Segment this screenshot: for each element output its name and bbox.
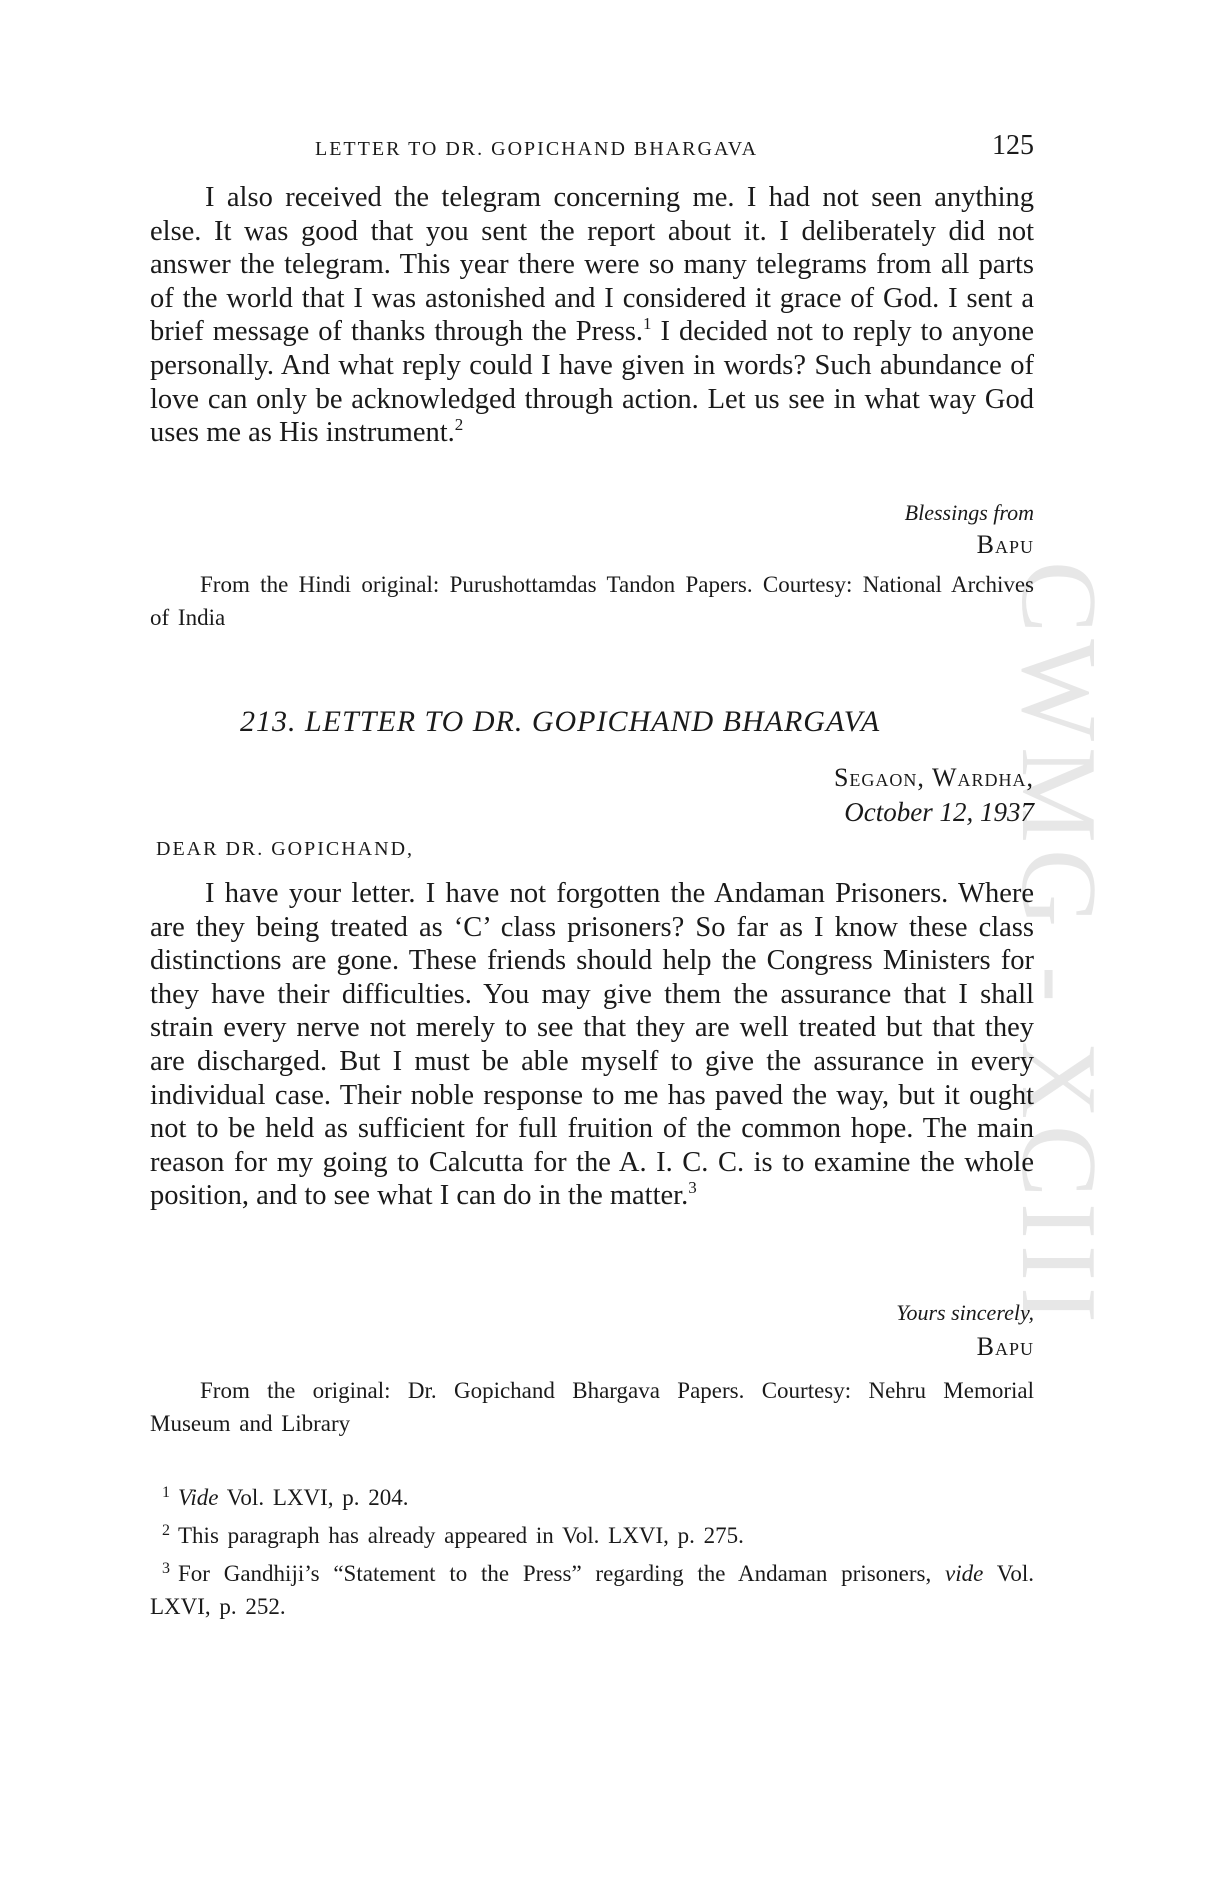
letter1-closing: Blessings from (904, 500, 1034, 525)
footnote-ref-1: 1 (643, 314, 652, 334)
footnote-1-text: Vol. LXVI, p. 204. (218, 1485, 409, 1510)
footnote-ref-2: 2 (454, 415, 464, 435)
letter1-body-text-1: I also received the telegram concerning me. I had not seen anything else. It was good that you sent the report about it. I deliberately did not answer the telegram. This year there were so many telegrams from all parts of the world that I was astonished and I considered it grace of God. I sent a brief message of thanks through the Press. (150, 182, 1034, 348)
footnote-ref-3: 3 (688, 1178, 697, 1198)
letter2-body-text: I have your letter. I have not forgotten the Andaman Prisoners. Where are they being treated as ‘C’ class prisoners? So far as I know these class distinctions are gone. These friends should help the Congress Ministers for they have their difficulties. You may give them the assurance that I shall strain every nerve not merely to see that they are well treated but that they are discharged. But I must be able myself to give the assurance in every individual case. Their noble response to me has paved the way, but it ought not to be held as sufficient for full fruition of the common hope. The main reason for my going to Calcutta for the A. I. C. C. is to examine the whole position, and to see what I can do in the matter. (150, 878, 1034, 1212)
document-page (150, 0, 1034, 1890)
running-head-title: LETTER TO DR. GOPICHAND BHARGAVA (315, 138, 759, 160)
watermark (999, 445, 1118, 1445)
letter2-salutation: DEAR DR. GOPICHAND, (156, 838, 415, 860)
letter2-closing: Yours sincerely, (896, 1300, 1034, 1325)
footnote-3-text-before: For Gandhiji’s “Statement to the Press” regarding the Andaman prisoners, (178, 1561, 946, 1586)
page-number: 125 (992, 130, 1034, 161)
footnote-2-number: 2 (162, 1522, 170, 1539)
footnote-3-number: 3 (162, 1560, 170, 1577)
footnote-1-italic: Vide (178, 1485, 219, 1510)
footnote-2-text: This paragraph has already appeared in Vol. LXVI, p. 275. (178, 1523, 744, 1548)
footnote-3 (150, 1552, 1034, 1623)
letter1-body (150, 181, 1034, 450)
footnote-1-number: 1 (162, 1484, 170, 1501)
letter2-date: October 12, 1937 (844, 797, 1034, 827)
footnote-3-italic: vide (945, 1561, 984, 1586)
footnotes (150, 1476, 1034, 1623)
running-head (150, 130, 1034, 164)
letter1-body-text-2: I decided not to reply to anyone personally. And what reply could I have given in words? Such abundance of love can only be acknowledged through action. Let us see in what way God uses me as His instrument. (150, 316, 1034, 449)
letter2-body (150, 877, 1034, 1213)
letter2-place: Segaon, Wardha, (833, 763, 1034, 792)
watermark-text: CWMG - XCIII (999, 561, 1118, 1329)
footnote-2 (150, 1514, 1034, 1552)
letter1-signature: Bapu (976, 530, 1034, 559)
letter2-heading: 213. LETTER TO DR. GOPICHAND BHARGAVA (240, 705, 881, 738)
footnote-1 (150, 1476, 1034, 1514)
letter2-signature: Bapu (976, 1332, 1034, 1361)
letter2-source: From the original: Dr. Gopichand Bhargava Papers. Courtesy: Nehru Memorial Museum and Library (150, 1378, 1034, 1436)
footnote-3-text: Vol. LXVI, p. 252. (150, 1561, 1034, 1619)
letter1-source: From the Hindi original: Purushottamdas Tandon Papers. Courtesy: National Archives of India (150, 572, 1034, 630)
